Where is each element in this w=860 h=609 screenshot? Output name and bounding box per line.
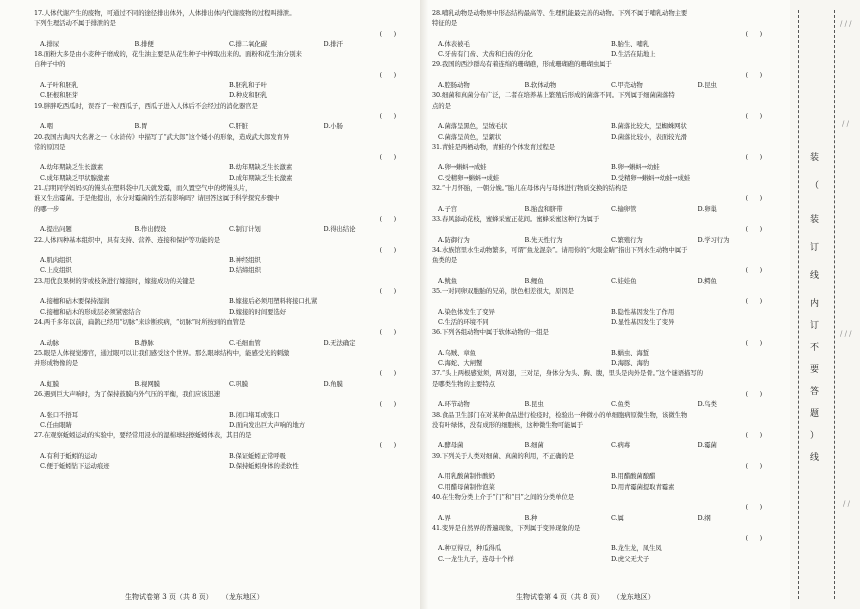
answer-option: C.毛细血管	[229, 338, 261, 347]
question-stem: 30.细菌和真菌分布广泛，二者在培养基上繁殖后形成的菌落不同。下列属于细菌菌落特	[432, 91, 675, 100]
question-stem: 40.在生物分类上介于“门”和“目”之间的分类单位是	[432, 492, 575, 501]
answer-option: A.环节动物	[438, 400, 470, 409]
option-list	[34, 80, 418, 101]
question-stem: 18.面粉大多是由小麦种子磨成的，花生油主要是从花生种子中榨取出来的。面粉和花生油分别来	[34, 50, 302, 59]
option-list	[432, 471, 784, 492]
answer-blank[interactable]: ( )	[745, 534, 762, 543]
option-list	[432, 513, 784, 523]
binding-mark: / / /	[840, 330, 852, 338]
question-item	[34, 235, 418, 276]
question-stem: 并形成物像的是	[34, 359, 79, 368]
question-item	[34, 8, 418, 49]
answer-blank[interactable]: ( )	[379, 328, 396, 337]
option-list	[432, 399, 784, 409]
binding-char: 答	[810, 387, 820, 397]
answer-option: C.娃娃鱼	[611, 276, 637, 285]
answer-option: A.张口不捂耳	[40, 410, 78, 419]
question-stem: 自种子中的	[34, 60, 66, 69]
question-stem: 是哪类生物的主要特点	[432, 379, 495, 388]
answer-option: D.用青霉菌提取青霉素	[611, 482, 675, 491]
answer-blank[interactable]: ( )	[745, 29, 762, 38]
option-list	[432, 39, 784, 60]
question-item	[34, 389, 418, 430]
answer-option: D.面向发出巨大声响的地方	[229, 420, 305, 429]
answer-option: D.海豚、海豹	[611, 359, 650, 368]
answer-option: A.界	[438, 513, 451, 522]
question-stem: 20.我国古典四大名著之一《水浒传》中描写了“武大郎”这个矮小的形象，造成武大郎发育异	[34, 132, 290, 141]
answer-option: C.病毒	[611, 441, 631, 450]
answer-blank[interactable]: ( )	[379, 287, 396, 296]
option-list	[432, 276, 784, 286]
option-list	[34, 224, 418, 234]
answer-option: D.得出结论	[323, 225, 356, 234]
question-stem: 35.一对同卵双胞胎的兄弟，肤色相差很大，原因是	[432, 287, 574, 296]
answer-option: D.鳄鱼	[697, 276, 717, 285]
option-list	[432, 204, 784, 214]
answer-blank[interactable]: ( )	[745, 389, 762, 398]
question-stem: 25.眼是人体视觉器官，通过眼可以让我们感受这个世界。那么眼球结构中，能感受光的刺激	[34, 348, 290, 357]
question-stem: 29.我国的西沙群岛有着连绵的珊瑚礁，形成珊瑚礁的珊瑚虫属于	[432, 60, 612, 69]
question-stem: 特征的是	[432, 19, 458, 28]
question-item	[432, 214, 784, 245]
answer-option: B.隐性基因发生了作用	[611, 307, 675, 316]
option-list	[34, 296, 418, 317]
answer-option: C.属	[611, 513, 624, 522]
answer-option: D.成年期缺乏生长激素	[229, 173, 293, 182]
answer-option: A.虹膜	[40, 379, 60, 388]
answer-blank[interactable]: ( )	[745, 462, 762, 471]
answer-option: A.乌贼、章鱼	[438, 348, 476, 357]
answer-option: D.受精卵→蝌蚪→幼蛙→成蛙	[611, 173, 691, 182]
answer-option: B.先天性行为	[524, 235, 563, 244]
answer-option: C.上皮组织	[40, 266, 72, 275]
answer-option: A.有利于蚯蚓的运动	[40, 451, 97, 460]
question-stem: 24.两千多年以前，扁鹊已经用“切脉”来诊断疾病，“切脉”时所按到的血管是	[34, 317, 246, 326]
answer-option: D.纲	[697, 513, 711, 522]
answer-option: A.排尿	[40, 39, 60, 48]
answer-option: D.保持蚯蚓身体的柔软性	[229, 462, 299, 471]
answer-option: C.输卵管	[611, 204, 637, 213]
answer-blank[interactable]: ( )	[745, 194, 762, 203]
answer-option: A.种豆得豆，种瓜得瓜	[438, 544, 502, 553]
option-list	[432, 235, 784, 245]
question-stem: 的哪一步	[34, 204, 60, 213]
binding-dash-line	[834, 10, 835, 599]
answer-option: C.一龙生九子，连母十个样	[438, 554, 514, 563]
binding-char: 装	[810, 153, 820, 163]
question-stem: 谁又生出霉菌。于是他提出，水分对霉菌的生活有影响吗？请回答这属于科学探究步骤中	[34, 194, 280, 203]
answer-option: C.牙齿有门齿、犬齿和臼齿的分化	[438, 50, 533, 59]
answer-option: A.体表被毛	[438, 39, 470, 48]
answer-option: D.结缔组织	[229, 266, 261, 275]
answer-blank[interactable]: ( )	[379, 400, 396, 409]
question-item	[34, 49, 418, 100]
binding-mark: / / /	[840, 20, 852, 28]
question-item	[432, 368, 784, 409]
answer-option: D.嫁接的时间要选好	[229, 307, 287, 316]
option-list	[432, 307, 784, 328]
option-list	[432, 121, 784, 142]
answer-option: D.排汗	[323, 39, 343, 48]
option-list	[34, 162, 418, 183]
question-item	[432, 410, 784, 451]
answer-option: B.胃	[134, 122, 148, 131]
binding-mark: / /	[843, 500, 850, 508]
question-stem: 17.人体代谢产生的废物，可通过不同的途径排出体外，人体排出体内代谢废物的过程叫排泄。	[34, 9, 296, 17]
answer-option: A.腔肠动物	[438, 81, 470, 90]
answer-option: D.虎父无犬子	[611, 554, 650, 563]
question-item	[432, 183, 784, 214]
exam-page-3	[0, 0, 428, 609]
binding-char: 题	[810, 409, 820, 419]
answer-blank[interactable]: ( )	[379, 29, 396, 38]
question-item	[34, 183, 418, 234]
answer-option: B.作出假设	[134, 225, 167, 234]
answer-option: B.嫁接后必须用塑料将接口扎紧	[229, 297, 318, 306]
answer-option: A.子叶和胚乳	[40, 81, 78, 90]
answer-blank[interactable]: ( )	[745, 431, 762, 440]
answer-option: A.咽	[40, 122, 53, 131]
answer-option: A.鱿鱼	[438, 276, 458, 285]
answer-option: C.任由眼睛	[40, 420, 72, 429]
answer-blank[interactable]: ( )	[745, 503, 762, 512]
answer-option: D.鸟类	[697, 400, 717, 409]
answer-option: B.保证蚯蚓正常呼吸	[229, 451, 286, 460]
answer-option: C.甲壳动物	[611, 81, 643, 90]
question-item	[432, 245, 784, 286]
answer-option: B.胚乳和子叶	[229, 81, 267, 90]
question-item	[432, 523, 784, 564]
answer-blank[interactable]: ( )	[745, 266, 762, 275]
answer-option: B.神经组织	[229, 256, 261, 265]
binding-char: 线	[810, 453, 820, 463]
answer-option: D.显性基因发生了变异	[611, 317, 675, 326]
question-item	[34, 276, 418, 317]
answer-option: C.生活的环境不同	[438, 317, 489, 326]
question-stem: 34.水族馆里水生动物繁多，可谓“鱼龙混杂”。请用你的“火眼金睛”指出下列水生动物中属于	[432, 245, 688, 254]
answer-option: A.防御行为	[438, 235, 470, 244]
option-list	[34, 410, 418, 431]
answer-option: D.小肠	[323, 122, 343, 131]
binding-char: 线	[810, 271, 820, 281]
binding-char: 不	[810, 343, 820, 353]
binding-dash-line	[798, 10, 799, 599]
question-stem: 23.用优良果树的芽或枝条进行嫁接时，嫁接成功的关键是	[34, 276, 195, 285]
question-stem: 32.“十月怀胎，一朝分娩。”胎儿在母体内与母体进行物质交换的结构是	[432, 184, 628, 193]
answer-option: A.用乳酸菌制作酸奶	[438, 472, 495, 481]
answer-option: D.菌落比较小，表面较光滑	[611, 132, 687, 141]
answer-option: A.提出问题	[40, 225, 72, 234]
answer-option: C.海蛇、大闸蟹	[438, 359, 483, 368]
binding-char: 要	[810, 365, 820, 375]
question-stem: 37.“头上两根感觉须，两对翅，三对足，身体分为头、胸、腹，里头是肉外是骨。”这个谜语描写的	[432, 369, 703, 378]
answer-option: B.排便	[134, 39, 154, 48]
page-footer-right: 生物试卷第 4 页（共 8 页） （龙东地区）	[516, 593, 655, 601]
question-item	[432, 327, 784, 368]
question-stem: 鱼类的是	[432, 256, 458, 265]
question-item	[432, 90, 784, 141]
question-item	[432, 451, 784, 492]
answer-option: C.菌落呈黄色，呈絮状	[438, 132, 502, 141]
question-stem: 39.下列关于人类对细菌、真菌的利用，不正确的是	[432, 451, 574, 460]
answer-blank[interactable]: ( )	[745, 111, 762, 120]
question-item	[432, 8, 784, 59]
answer-option: A.子宫	[438, 204, 458, 213]
answer-option: A.幼年期缺乏生长激素	[40, 163, 104, 172]
answer-option: A.菌落呈黑色，呈绒毛状	[438, 122, 508, 131]
answer-blank[interactable]: ( )	[745, 297, 762, 306]
option-list	[34, 39, 418, 49]
binding-char: 订	[810, 321, 820, 331]
answer-blank[interactable]: ( )	[745, 153, 762, 162]
answer-option: A.染色体发生了变异	[438, 307, 495, 316]
answer-blank[interactable]: ( )	[745, 225, 762, 234]
binding-char: （	[810, 181, 820, 191]
option-list	[34, 255, 418, 276]
answer-option: D.生活在陆地上	[611, 50, 656, 59]
answer-option: D.卵巢	[697, 204, 717, 213]
answer-option: B.菌落比较大，呈蜘蛛网状	[611, 122, 687, 131]
answer-option: D.无法确定	[323, 338, 356, 347]
answer-option: D.昆虫	[697, 81, 717, 90]
exam-page-4	[428, 0, 790, 609]
question-stem: 点的是	[432, 101, 451, 110]
option-list	[432, 162, 784, 183]
answer-option: B.胎盘和脐带	[524, 204, 563, 213]
answer-option: C.便于蚯蚓钻下运动痕迹	[40, 462, 110, 471]
answer-option: D.学习行为	[697, 235, 730, 244]
answer-option: D.角膜	[323, 379, 343, 388]
answer-blank[interactable]: ( )	[379, 214, 396, 223]
answer-option: B.用醋酸菌酿醋	[611, 472, 656, 481]
binding-mark: / /	[842, 120, 849, 128]
question-item	[432, 286, 784, 327]
answer-option: B.软体动物	[524, 81, 557, 90]
question-stem: 38.食品卫生部门在对某种食品进行检疫时，检验出一种微小的单细胞病原微生物，该微生物	[432, 410, 688, 419]
question-stem: 26.遇到巨大声响时，为了保持鼓膜内外气压的平衡，我们应该迅速	[34, 389, 220, 398]
answer-option: B.蜗虫、海蜇	[611, 348, 649, 357]
answer-option: D.霉菌	[697, 441, 717, 450]
answer-option: A.接穗和砧木要保持湿润	[40, 297, 110, 306]
answer-blank[interactable]: ( )	[745, 338, 762, 347]
question-item	[432, 492, 784, 523]
question-stem: 27.在观察蚯蚓运动的实验中，要经常用浸水的湿棉球轻擦蚯蚓体表，其目的是	[34, 431, 252, 440]
answer-option: C.巩膜	[229, 379, 249, 388]
answer-blank[interactable]: ( )	[379, 245, 396, 254]
answer-option: B.闭口堵耳或张口	[229, 410, 280, 419]
option-list	[34, 451, 418, 472]
answer-option: B.细菌	[524, 441, 544, 450]
option-list	[432, 543, 784, 564]
answer-option: A.动脉	[40, 338, 60, 347]
question-stem: 28.哺乳动物是动物界中形态结构最高等、生理机能最完善的动物。下列不属于哺乳动物主要	[432, 9, 688, 17]
question-item	[432, 59, 784, 90]
answer-option: C.接穗和砧木的形成层必须紧密结合	[40, 307, 141, 316]
answer-option: B.胎生、哺乳	[611, 39, 649, 48]
option-list	[34, 121, 418, 131]
option-list	[34, 379, 418, 389]
question-stem: 41.变异是自然界的普遍现象，下列属于变异现象的是	[432, 523, 581, 532]
answer-blank[interactable]: ( )	[379, 70, 396, 79]
answer-option: B.昆虫	[524, 400, 544, 409]
binding-char: 装	[810, 215, 820, 225]
answer-option: C.排二氧化碳	[229, 39, 267, 48]
answer-option: B.种	[524, 513, 538, 522]
question-column-left	[34, 8, 418, 471]
answer-option: D.种皮和胚乳	[229, 91, 268, 100]
answer-option: C.肝脏	[229, 122, 249, 131]
question-item	[34, 132, 418, 183]
question-stem: 下列生理活动不属于排泄的是	[34, 19, 116, 28]
answer-option: C.制订计划	[229, 225, 261, 234]
option-list	[432, 348, 784, 369]
answer-option: A.酵母菌	[438, 441, 464, 450]
question-stem: 31.青蛙是两栖动物，青蛙的个体发育过程是	[432, 142, 556, 151]
question-stem: 没有叶绿体，没有成形的细胞核，这种微生物可能属于	[432, 420, 583, 429]
binding-char: 订	[810, 243, 820, 253]
answer-option: C.受精卵→蝌蚪→成蛙	[438, 173, 500, 182]
answer-option: A.肌肉组织	[40, 256, 72, 265]
question-stem: 36.下列各组动物中属于软体动物的一组是	[432, 328, 549, 337]
binding-char: 内	[810, 299, 820, 309]
answer-option: B.幼年期缺乏生长激素	[229, 163, 293, 172]
question-stem: 33.春风舔动花枝，蜜蜂采蜜正花间。蜜蜂采蜜这种行为属于	[432, 214, 600, 223]
answer-blank[interactable]: ( )	[379, 153, 396, 162]
question-item	[34, 101, 418, 132]
answer-blank[interactable]: ( )	[745, 70, 762, 79]
answer-option: A.卵→蝌蚪→成蛙	[438, 163, 487, 172]
answer-option: C.胚根和胚芽	[40, 91, 78, 100]
answer-option: C.繁殖行为	[611, 235, 643, 244]
answer-option: B.卵→蝌蚪→幼蛙	[611, 163, 660, 172]
question-column-right	[432, 8, 784, 564]
answer-option: B.视网膜	[134, 379, 160, 388]
answer-option: B.鲤鱼	[524, 276, 544, 285]
question-stem: 22.人体四种基本组织中，具有支持、营养、连接和保护等功能的是	[34, 235, 220, 244]
answer-option: C.用醋母菌制作泡菜	[438, 482, 495, 491]
answer-option: C.鱼类	[611, 400, 631, 409]
question-item	[34, 348, 418, 389]
answer-blank[interactable]: ( )	[379, 369, 396, 378]
question-item	[34, 430, 418, 471]
answer-blank[interactable]: ( )	[379, 111, 396, 120]
binding-char: ）	[810, 431, 820, 441]
answer-blank[interactable]: ( )	[379, 441, 396, 450]
option-list	[432, 440, 784, 450]
option-list	[34, 338, 418, 348]
question-item	[432, 142, 784, 183]
option-list	[432, 80, 784, 90]
answer-option: B.龙生龙，凤生凤	[611, 544, 662, 553]
answer-option: B.静脉	[134, 338, 154, 347]
question-stem: 19.胖胖吃西瓜时，误吞了一粒西瓜子，西瓜子进入人体后不会经过的消化器官是	[34, 101, 258, 110]
binding-margin	[790, 0, 860, 609]
page-footer-left: 生物试卷第 3 页（共 8 页） （龙东地区）	[125, 593, 264, 601]
question-stem: 常的原因是	[34, 142, 66, 151]
answer-option: C.成年期缺乏甲状腺激素	[40, 173, 110, 182]
question-item	[34, 317, 418, 348]
question-stem: 21.启明同学妈妈买的馒头在塑料袋中几天就发霉，而久置空气中的烤馒头片，	[34, 184, 252, 193]
